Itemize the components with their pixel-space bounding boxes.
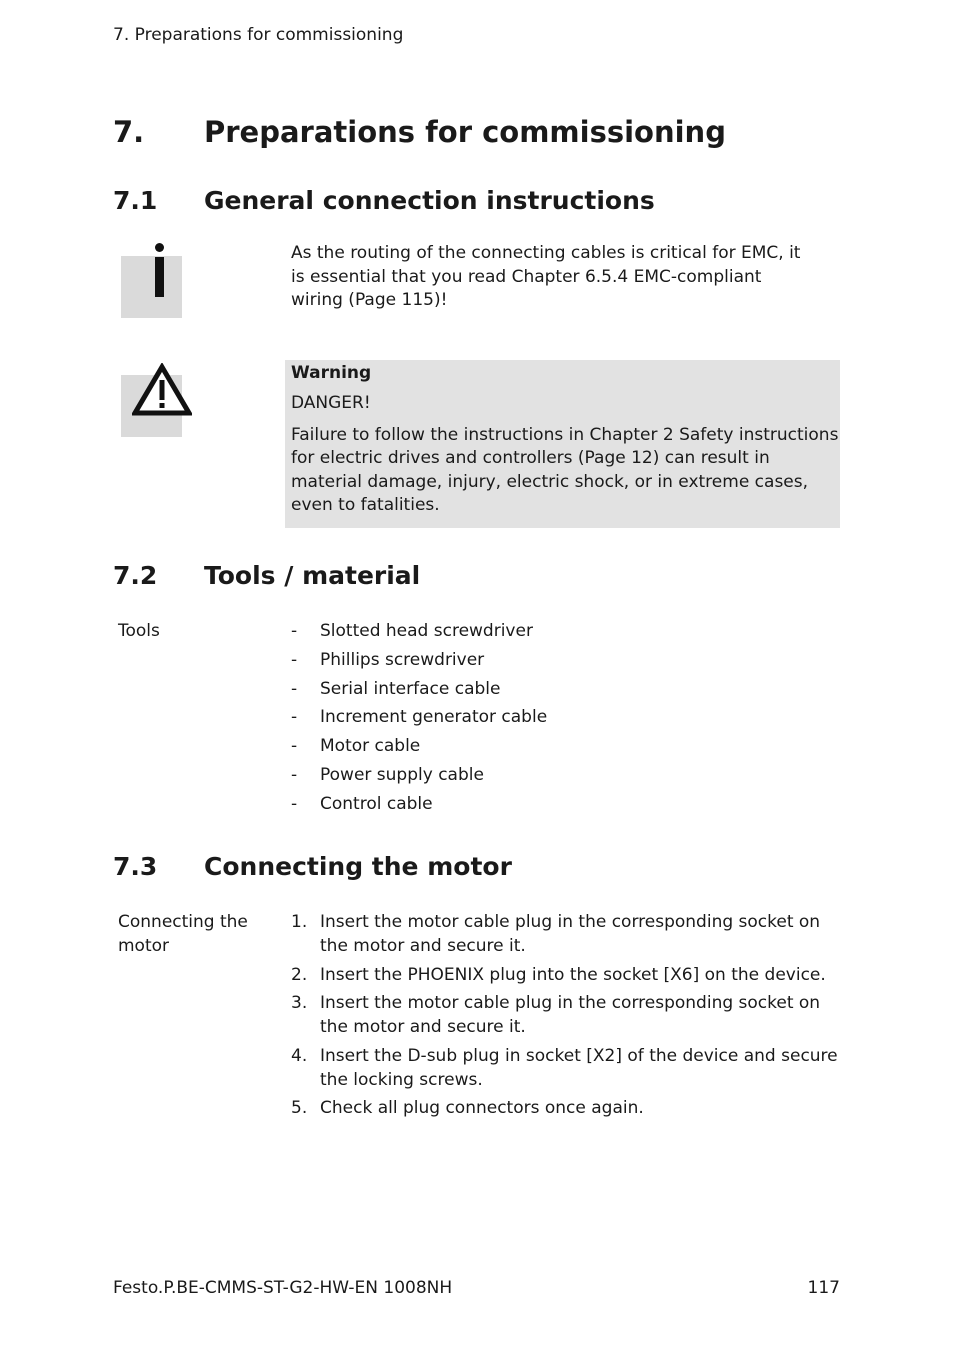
list-item xyxy=(291,763,841,787)
warning-icon-box xyxy=(121,375,182,437)
step-number: 1. xyxy=(291,912,308,932)
section-7-1-title: General connection instructions xyxy=(204,186,655,215)
footer-document-id: Festo.P.BE-CMMS-ST-G2-HW-EN 1008NH xyxy=(113,1278,453,1298)
list-item-text: Serial interface cable xyxy=(320,678,501,699)
step-number: 2. xyxy=(291,964,308,985)
list-item xyxy=(291,705,841,729)
step-text: Insert the D-sub plug in socket [X2] of the device and secure the locking screws. xyxy=(320,1045,838,1090)
section-7-3-title: Connecting the motor xyxy=(204,852,512,881)
step-text: Insert the motor cable plug in the corresponding socket on the motor and secure it. xyxy=(320,993,821,1037)
step-text: Check all plug connectors once again. xyxy=(320,1098,644,1118)
warning-signal-word: DANGER! xyxy=(291,393,371,413)
list-bullet: - xyxy=(291,793,298,814)
chapter-title: Preparations for commissioning xyxy=(204,115,726,149)
step-item xyxy=(291,963,841,987)
step-item xyxy=(291,1044,841,1092)
list-bullet: - xyxy=(291,764,298,785)
list-item xyxy=(291,792,841,816)
step-item xyxy=(291,991,841,1039)
running-header: 7. Preparations for commissioning xyxy=(113,25,404,45)
list-item xyxy=(291,648,841,672)
motor-steps-list xyxy=(291,910,841,1125)
section-7-2-title: Tools / material xyxy=(204,561,421,590)
step-text: Insert the motor cable plug in the corresponding socket on the motor and secure it. xyxy=(320,912,821,956)
chapter-number: 7. xyxy=(113,115,145,149)
warning-label: Warning xyxy=(291,363,372,383)
step-number: 5. xyxy=(291,1098,308,1118)
list-item-text: Power supply cable xyxy=(320,764,484,785)
section-7-3-number: 7.3 xyxy=(113,852,158,881)
list-item xyxy=(291,734,841,758)
list-item-text: Slotted head screwdriver xyxy=(320,621,533,641)
footer-page-number: 117 xyxy=(807,1278,840,1298)
list-bullet: - xyxy=(291,678,298,699)
list-item xyxy=(291,677,841,701)
step-number: 4. xyxy=(291,1045,308,1066)
step-item xyxy=(291,1096,841,1120)
list-bullet: - xyxy=(291,736,298,757)
list-bullet: - xyxy=(291,621,298,641)
list-item-text: Increment generator cable xyxy=(320,707,548,728)
step-text: Insert the PHOENIX plug into the socket [X6] on the device. xyxy=(320,964,826,985)
warning-triangle-icon xyxy=(132,363,192,417)
step-item xyxy=(291,910,841,958)
section-7-2-number: 7.2 xyxy=(113,561,158,590)
warning-text: Failure to follow the instructions in Chapter 2 Safety instructions for electric drives and controllers (Page 12) can result in material damage, injury, electric shock, or in extreme cases, even to fatalities. xyxy=(291,424,839,515)
info-icon-box xyxy=(121,256,182,318)
info-icon xyxy=(155,243,164,297)
motor-side-label: Connecting the motor xyxy=(118,912,248,956)
warning-panel xyxy=(285,360,840,528)
step-number: 3. xyxy=(291,993,308,1013)
list-item-text: Motor cable xyxy=(320,736,421,757)
section-7-1-number: 7.1 xyxy=(113,186,158,215)
list-item-text: Phillips screwdriver xyxy=(320,649,485,670)
tools-list xyxy=(291,619,841,821)
list-bullet: - xyxy=(291,707,298,728)
info-note-text: As the routing of the connecting cables is critical for EMC, it is essential that you read Chapter 6.5.4 EMC-compliant wiring (Page 115)! xyxy=(291,243,801,310)
list-item xyxy=(291,619,841,643)
list-bullet: - xyxy=(291,649,298,670)
tools-side-label: Tools xyxy=(118,621,160,641)
list-item-text: Control cable xyxy=(320,793,433,814)
